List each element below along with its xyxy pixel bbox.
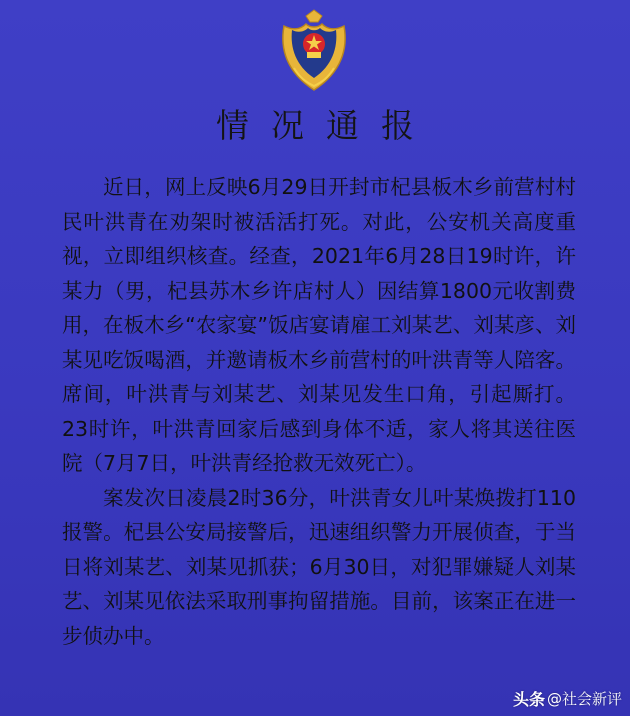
paragraph-1: 近日，网上反映6月29日开封市杞县板木乡前营村村民叶洪青在劝架时被活活打死。对此，公安机关高度重视，立即组织核查。经查，2021年6月28日19时许，许某力（男，杞县苏木乡许店村人）因结算1800元收割费用，在板木乡“农家宴”饭店宴请雇工刘某艺、刘某彦、刘某见吃饭喝酒，并邀请板木乡前营村的叶洪青等人陪客。席间，叶洪青与刘某艺、刘某见发生口角，引起厮打。23时许，叶洪青回家后感到身体不适，家人将其送往医院（7月7日，叶洪青经抢救无效死亡）。 [62, 175, 576, 475]
page-title: 情况通报 [216, 106, 436, 145]
paragraph-2: 案发次日凌晨2时36分，叶洪青女儿叶某焕拨打110报警。杞县公安局接警后，迅速组织警力开展侦查，于当日将刘某艺、刘某见抓获；6月30日，对犯罪嫌疑人刘某艺、刘某见依法采取刑事拘留措施。目前，该案正在进一步侦办中。 [62, 485, 576, 648]
watermark-account: @社会新评 [546, 690, 622, 708]
source-watermark [513, 687, 622, 710]
police-emblem-icon [276, 8, 352, 94]
watermark-brand: 头条 [512, 690, 545, 709]
announcement-body [62, 170, 576, 653]
